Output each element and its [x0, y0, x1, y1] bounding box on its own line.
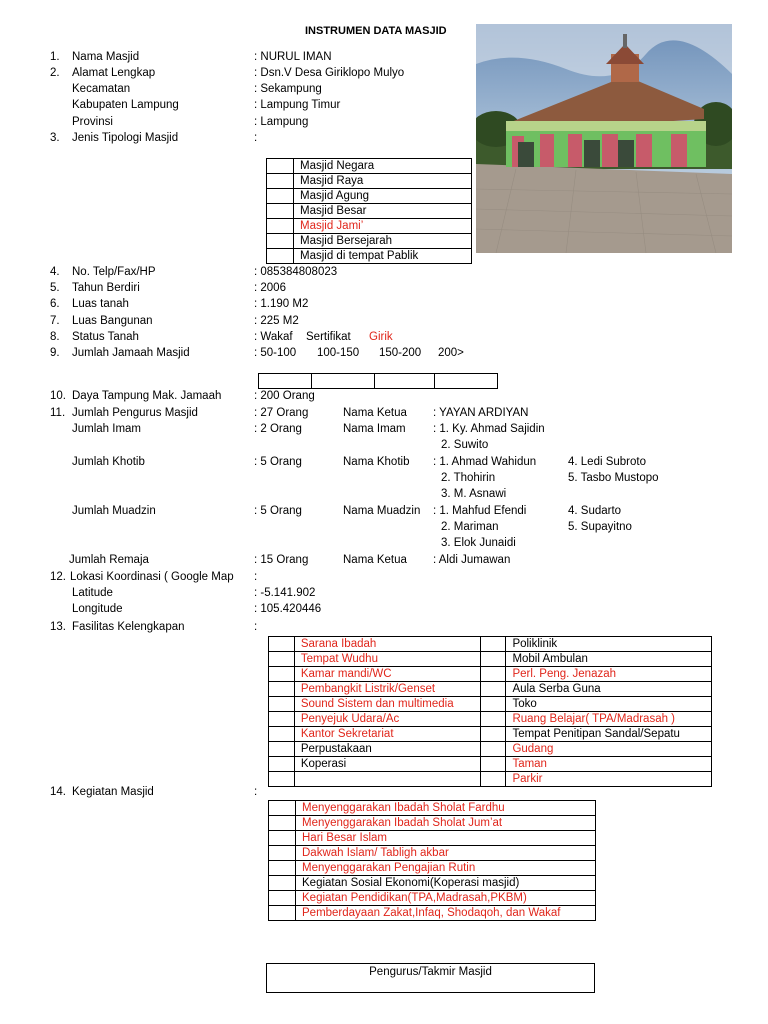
value-daya-tampung: : 200 Orang [254, 390, 315, 402]
fasilitas-right-label: Ruang Belajar( TPA/Madrasah ) [506, 712, 712, 727]
label-status-tanah: Status Tanah [72, 331, 139, 343]
jamaah-box-3 [374, 374, 435, 389]
label-tipologi: Jenis Tipologi Masjid [72, 132, 179, 144]
value-latitude: : -5.141.902 [254, 587, 316, 599]
tipologi-row [267, 189, 472, 204]
label-jumlah-pengurus: Jumlah Pengurus Masjid [72, 407, 198, 419]
fasilitas-row [269, 667, 712, 682]
fasilitas-checkbox-cell [269, 757, 295, 772]
kegiatan-checkbox-cell [269, 891, 296, 906]
label-lokasi-koordinat: Lokasi Koordinasi ( Google Map [70, 571, 234, 583]
value-khotib-3: 3. M. Asnawi [441, 488, 507, 500]
item-number-10: 10. [50, 390, 66, 402]
value-jumlah-muadzin: : 5 Orang [254, 505, 302, 517]
kegiatan-row [269, 846, 596, 861]
tipologi-row [267, 174, 472, 189]
tipologi-checkbox-cell [267, 234, 294, 249]
fasilitas-checkbox-cell [480, 772, 506, 787]
fasilitas-checkbox-cell [269, 637, 295, 652]
value-status-girik: Girik [369, 331, 393, 343]
tipologi-label: Masjid Agung [294, 189, 472, 204]
signature-box [266, 963, 595, 993]
kegiatan-label: Kegiatan Pendidikan(TPA,Madrasah,PKBM) [296, 891, 596, 906]
fasilitas-row [269, 757, 712, 772]
item-number-7: 7. [50, 315, 60, 327]
label-latitude: Latitude [72, 587, 113, 599]
fasilitas-right-label: Gudang [506, 742, 712, 757]
fasilitas-right-label: Aula Serba Guna [506, 682, 712, 697]
value-imam-1: : 1. Ky. Ahmad Sajidin [433, 423, 545, 435]
value-ketua-remaja: : Aldi Jumawan [433, 554, 511, 566]
tipologi-label: Masjid Jami’ [294, 219, 472, 234]
kegiatan-row [269, 801, 596, 816]
tipologi-row [267, 249, 472, 264]
kegiatan-label: Kegiatan Sosial Ekonomi(Koperasi masjid) [296, 876, 596, 891]
value-jumlah-remaja: : 15 Orang [254, 554, 309, 566]
value-jamaah-100-150: 100-150 [317, 347, 360, 359]
fasilitas-checkbox-cell [269, 727, 295, 742]
item-number-9: 9. [50, 347, 60, 359]
item-number-13: 13. [50, 621, 66, 633]
kegiatan-row [269, 816, 596, 831]
kegiatan-checkbox-cell [269, 816, 296, 831]
value-luas-tanah: : 1.190 M2 [254, 298, 309, 310]
label-alamat: Alamat Lengkap [72, 67, 156, 79]
fasilitas-right-label: Mobil Ambulan [506, 652, 712, 667]
fasilitas-left-label: Kamar mandi/WC [294, 667, 480, 682]
value-nama-masjid: : NURUL IMAN [254, 51, 332, 63]
label-jumlah-muadzin: Jumlah Muadzin [72, 505, 156, 517]
kegiatan-checkbox-cell [269, 801, 296, 816]
label-kabupaten: Kabupaten Lampung [72, 99, 179, 111]
tipologi-label: Masjid Raya [294, 174, 472, 189]
item-number-5: 5. [50, 282, 60, 294]
value-telp: : 085384808023 [254, 266, 338, 278]
value-jumlah-pengurus: : 27 Orang [254, 407, 309, 419]
jamaah-checkbox-row [258, 373, 498, 389]
tipologi-row [267, 204, 472, 219]
tipologi-checkbox-cell [267, 174, 294, 189]
kegiatan-label: Menyenggarakan Ibadah Sholat Jum’at [296, 816, 596, 831]
value-imam-2: 2. Suwito [441, 439, 489, 451]
value-tahun-berdiri: : 2006 [254, 282, 286, 294]
tipologi-checkbox-cell [267, 249, 294, 264]
value-jumlah-imam: : 2 Orang [254, 423, 302, 435]
tipologi-label: Masjid Bersejarah [294, 234, 472, 249]
kegiatan-label: Pemberdayaan Zakat,Infaq, Shodaqoh, dan Wakaf [296, 906, 596, 921]
value-nama-ketua: : YAYAN ARDIYAN [433, 407, 529, 419]
fasilitas-row [269, 712, 712, 727]
item-number-3: 3. [50, 132, 60, 144]
fasilitas-right-label: Tempat Penitipan Sandal/Sepatu [506, 727, 712, 742]
value-provinsi: : Lampung [254, 116, 309, 128]
value-khotib-2: 2. Thohirin [441, 472, 496, 484]
fasilitas-checkbox-cell [269, 712, 295, 727]
item-number-11: 11. [50, 407, 66, 419]
kegiatan-checkbox-cell [269, 861, 296, 876]
fasilitas-row [269, 652, 712, 667]
value-tipologi-colon: : [254, 132, 258, 144]
kegiatan-label: Hari Besar Islam [296, 831, 596, 846]
fasilitas-checkbox-cell [480, 742, 506, 757]
item-number-8: 8. [50, 331, 60, 343]
label-nama-muadzin: Nama Muadzin [343, 505, 421, 517]
label-telp: No. Telp/Fax/HP [72, 266, 156, 278]
fasilitas-checkbox-cell [269, 697, 295, 712]
label-fasilitas: Fasilitas Kelengkapan [72, 621, 185, 633]
item-number-6: 6. [50, 298, 60, 310]
value-khotib-5: 5. Tasbo Mustopo [568, 472, 659, 484]
fasilitas-checkbox-cell [269, 772, 295, 787]
label-nama-ketua: Nama Ketua [343, 407, 407, 419]
item-number-14: 14. [50, 786, 66, 798]
label-daya-tampung: Daya Tampung Mak. Jamaah [72, 390, 222, 402]
fasilitas-checkbox-cell [269, 682, 295, 697]
label-jumlah-imam: Jumlah Imam [72, 423, 142, 435]
item-number-2: 2. [50, 67, 60, 79]
kegiatan-checkbox-cell [269, 876, 296, 891]
value-fasilitas-colon: : [254, 621, 258, 633]
fasilitas-checkbox-cell [269, 667, 295, 682]
tipologi-checkbox-cell [267, 189, 294, 204]
value-alamat: : Dsn.V Desa Giriklopo Mulyo [254, 67, 405, 79]
kegiatan-table [268, 800, 596, 921]
value-jamaah-200-plus: 200> [438, 347, 464, 359]
label-kecamatan: Kecamatan [72, 83, 131, 95]
jamaah-box-4 [435, 374, 498, 389]
fasilitas-row [269, 697, 712, 712]
fasilitas-checkbox-cell [269, 742, 295, 757]
fasilitas-checkbox-cell [480, 667, 506, 682]
value-kecamatan: : Sekampung [254, 83, 322, 95]
fasilitas-right-label: Toko [506, 697, 712, 712]
value-muadzin-1: : 1. Mahfud Efendi [433, 505, 527, 517]
kegiatan-row [269, 861, 596, 876]
tipologi-row [267, 234, 472, 249]
fasilitas-left-label: Perpustakaan [294, 742, 480, 757]
tipologi-row [267, 219, 472, 234]
fasilitas-right-label: Parkir [506, 772, 712, 787]
kegiatan-checkbox-cell [269, 846, 296, 861]
label-luas-bangunan: Luas Bangunan [72, 315, 153, 327]
fasilitas-checkbox-cell [480, 682, 506, 697]
fasilitas-checkbox-cell [480, 637, 506, 652]
kegiatan-checkbox-cell [269, 906, 296, 921]
label-nama-masjid: Nama Masjid [72, 51, 140, 63]
label-nama-imam: Nama Imam [343, 423, 406, 435]
fasilitas-left-label: Tempat Wudhu [294, 652, 480, 667]
tipologi-label: Masjid di tempat Pablik [294, 249, 472, 264]
value-kegiatan-colon: : [254, 786, 258, 798]
fasilitas-left-label: Pembangkit Listrik/Genset [294, 682, 480, 697]
fasilitas-checkbox-cell [480, 727, 506, 742]
fasilitas-left-label: Kantor Sekretariat [294, 727, 480, 742]
fasilitas-right-label: Poliklinik [506, 637, 712, 652]
item-number-4: 4. [50, 266, 60, 278]
fasilitas-right-label: Perl. Peng. Jenazah [506, 667, 712, 682]
value-muadzin-5: 5. Supayitno [568, 521, 632, 533]
fasilitas-row [269, 742, 712, 757]
kegiatan-row [269, 876, 596, 891]
label-tahun-berdiri: Tahun Berdiri [72, 282, 140, 294]
document-title: INSTRUMEN DATA MASJID [305, 25, 447, 37]
fasilitas-table [268, 636, 712, 787]
fasilitas-left-label: Sound Sistem dan multimedia [294, 697, 480, 712]
kegiatan-checkbox-cell [269, 831, 296, 846]
tipologi-checkbox-cell [267, 219, 294, 234]
label-luas-tanah: Luas tanah [72, 298, 129, 310]
jamaah-box-2 [311, 374, 374, 389]
tipologi-row [267, 159, 472, 174]
fasilitas-checkbox-cell [480, 652, 506, 667]
value-status-wakaf: : Wakaf [254, 331, 293, 343]
kegiatan-label: Dakwah Islam/ Tabligh akbar [296, 846, 596, 861]
fasilitas-checkbox-cell [269, 652, 295, 667]
fasilitas-left-label: Sarana Ibadah [294, 637, 480, 652]
kegiatan-row [269, 831, 596, 846]
item-number-1: 1. [50, 51, 60, 63]
kegiatan-row [269, 906, 596, 921]
label-jumlah-khotib: Jumlah Khotib [72, 456, 145, 468]
fasilitas-left-label: Koperasi [294, 757, 480, 772]
fasilitas-right-label: Taman [506, 757, 712, 772]
tipologi-label: Masjid Besar [294, 204, 472, 219]
fasilitas-row [269, 772, 712, 787]
fasilitas-row [269, 637, 712, 652]
label-provinsi: Provinsi [72, 116, 113, 128]
value-muadzin-2: 2. Mariman [441, 521, 499, 533]
value-jamaah-150-200: 150-200 [379, 347, 422, 359]
value-khotib-4: 4. Ledi Subroto [568, 456, 647, 468]
label-nama-khotib: Nama Khotib [343, 456, 410, 468]
value-kabupaten: : Lampung Timur [254, 99, 341, 111]
kegiatan-label: Menyenggarakan Pengajian Rutin [296, 861, 596, 876]
fasilitas-left-label: Penyejuk Udara/Ac [294, 712, 480, 727]
value-khotib-1: : 1. Ahmad Wahidun [433, 456, 537, 468]
value-muadzin-4: 4. Sudarto [568, 505, 622, 517]
fasilitas-checkbox-cell [480, 697, 506, 712]
item-number-12: 12. [50, 571, 66, 583]
value-status-sertifikat: Sertifikat [306, 331, 351, 343]
label-longitude: Longitude [72, 603, 123, 615]
signature-label: Pengurus/Takmir Masjid [369, 966, 492, 978]
tipologi-checkbox-cell [267, 204, 294, 219]
fasilitas-left-label [294, 772, 480, 787]
fasilitas-row [269, 682, 712, 697]
tipologi-label: Masjid Negara [294, 159, 472, 174]
fasilitas-checkbox-cell [480, 757, 506, 772]
value-jumlah-khotib: : 5 Orang [254, 456, 302, 468]
label-jumlah-remaja: Jumlah Remaja [69, 554, 149, 566]
label-kegiatan: Kegiatan Masjid [72, 786, 154, 798]
fasilitas-checkbox-cell [480, 712, 506, 727]
value-jamaah-50-100: : 50-100 [254, 347, 297, 359]
tipologi-table [266, 158, 472, 264]
jamaah-box-1 [259, 374, 312, 389]
tipologi-checkbox-cell [267, 159, 294, 174]
value-longitude: : 105.420446 [254, 603, 322, 615]
label-nama-ketua-remaja: Nama Ketua [343, 554, 407, 566]
kegiatan-row [269, 891, 596, 906]
value-muadzin-3: 3. Elok Junaidi [441, 537, 516, 549]
fasilitas-row [269, 727, 712, 742]
kegiatan-label: Menyenggarakan Ibadah Sholat Fardhu [296, 801, 596, 816]
label-jumlah-jamaah: Jumlah Jamaah Masjid [72, 347, 190, 359]
value-lokasi-colon: : [254, 571, 258, 583]
mosque-photo [476, 24, 732, 253]
value-luas-bangunan: : 225 M2 [254, 315, 299, 327]
